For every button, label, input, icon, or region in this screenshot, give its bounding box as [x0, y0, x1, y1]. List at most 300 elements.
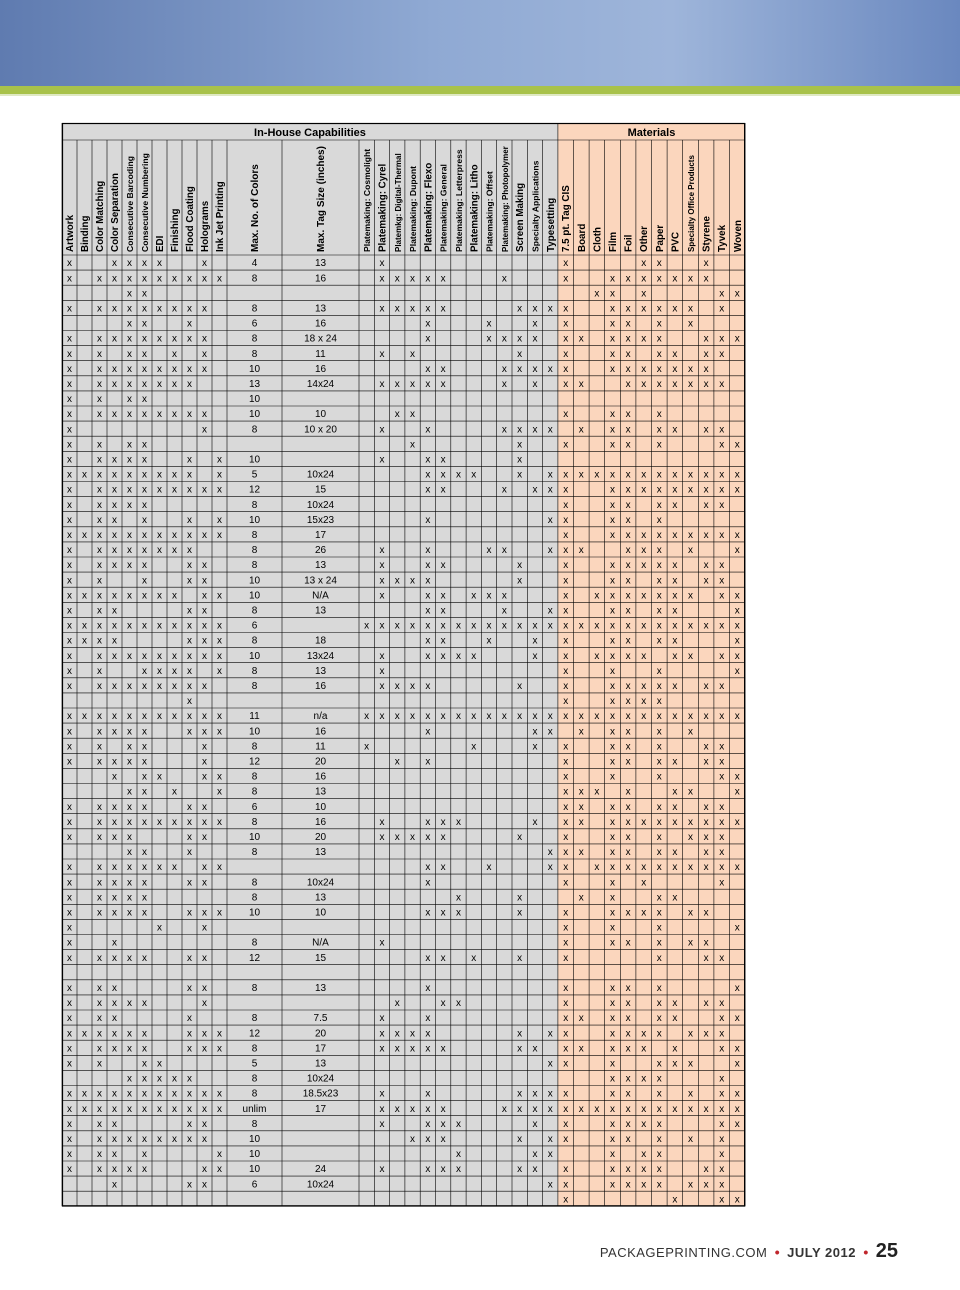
table-cell-mark: x: [625, 1103, 631, 1115]
table-cell-mark: x: [656, 409, 662, 421]
table-cell-mark: x: [688, 1058, 693, 1070]
table-cell-mark: x: [112, 363, 117, 375]
table-cell-mark: x: [563, 831, 569, 843]
table-cell-mark: x: [532, 620, 538, 632]
table-cell-mark: x: [82, 590, 87, 602]
table-cell-value: 8: [251, 635, 258, 647]
table-cell-mark: x: [440, 469, 446, 481]
table-cell-mark: x: [379, 454, 385, 466]
table-cell-mark: x: [379, 1118, 385, 1130]
table-cell-mark: x: [703, 741, 709, 753]
table-cell-mark: x: [486, 545, 492, 557]
table-cell-mark: x: [625, 348, 631, 360]
table-cell-mark: x: [672, 575, 678, 587]
table-cell-mark: x: [217, 1103, 222, 1115]
table-cell-mark: x: [610, 1133, 615, 1145]
table-cell-mark: x: [379, 1028, 385, 1040]
table-cell-mark: x: [112, 998, 117, 1010]
table-cell-mark: x: [379, 937, 385, 949]
table-cell-mark: x: [97, 952, 102, 964]
table-cell-mark: x: [471, 952, 477, 964]
table-cell-mark: x: [67, 756, 72, 768]
table-cell-mark: x: [703, 816, 709, 828]
table-cell-mark: x: [610, 680, 615, 692]
table-cell-mark: x: [157, 1103, 162, 1115]
table-cell-mark: x: [610, 1073, 615, 1085]
table-cell-mark: x: [217, 273, 222, 285]
column-header: Styrene: [701, 216, 713, 252]
table-cell-mark: x: [610, 877, 615, 889]
table-cell-mark: x: [187, 1073, 192, 1085]
table-cell-mark: x: [719, 484, 725, 496]
table-cell-mark: x: [517, 907, 523, 919]
table-cell-mark: x: [67, 560, 72, 572]
table-cell-mark: x: [425, 469, 431, 481]
table-cell-mark: x: [563, 545, 569, 557]
column-header: Tyvek: [717, 224, 729, 252]
table-cell-mark: x: [112, 484, 117, 496]
table-cell-mark: x: [127, 862, 132, 874]
table-cell-mark: x: [547, 484, 553, 496]
table-cell-value: 12: [248, 484, 261, 496]
table-cell-mark: x: [379, 348, 385, 360]
table-cell-mark: x: [187, 635, 192, 647]
table-cell-value: 8: [251, 529, 258, 541]
table-cell-mark: x: [127, 726, 132, 738]
table-cell-mark: x: [486, 590, 492, 602]
table-cell-mark: x: [97, 499, 102, 511]
table-cell-mark: x: [719, 741, 725, 753]
table-cell-mark: x: [67, 741, 72, 753]
column-header: Consecutive Numbering: [140, 153, 150, 252]
table-cell-mark: x: [688, 1179, 693, 1191]
table-cell-mark: x: [202, 258, 207, 270]
table-cell-mark: x: [172, 333, 177, 345]
table-cell-mark: x: [610, 288, 615, 300]
table-cell-mark: x: [97, 665, 102, 677]
table-cell-mark: x: [455, 711, 461, 723]
table-cell-mark: x: [187, 680, 192, 692]
table-cell-mark: x: [425, 318, 431, 330]
table-cell-mark: x: [425, 545, 431, 557]
table-cell-mark: x: [97, 1118, 102, 1130]
table-cell-mark: x: [532, 333, 538, 345]
table-cell-mark: x: [672, 1013, 678, 1025]
table-cell-mark: x: [112, 680, 117, 692]
table-cell-mark: x: [547, 726, 553, 738]
table-cell-mark: x: [672, 378, 678, 390]
table-cell-mark: x: [112, 620, 117, 632]
table-cell-mark: x: [688, 1133, 693, 1145]
table-cell-mark: x: [187, 514, 192, 526]
table-cell-mark: x: [187, 650, 192, 662]
table-cell-mark: x: [112, 258, 117, 270]
table-cell-mark: x: [703, 333, 709, 345]
table-cell-mark: x: [112, 1164, 117, 1176]
table-cell-mark: x: [517, 424, 523, 436]
table-cell-mark: x: [425, 273, 431, 285]
table-cell-mark: x: [656, 333, 662, 345]
table-cell-mark: x: [563, 1133, 569, 1145]
table-cell-mark: x: [610, 1043, 615, 1055]
table-cell-mark: x: [719, 1028, 725, 1040]
table-cell-mark: x: [112, 892, 117, 904]
table-cell-mark: x: [127, 484, 132, 496]
table-cell-mark: x: [379, 665, 385, 677]
column-header: Holograms: [200, 200, 211, 252]
table-cell-mark: x: [672, 862, 678, 874]
table-cell-mark: x: [610, 1028, 615, 1040]
table-cell-mark: x: [688, 303, 693, 315]
table-cell-mark: x: [688, 786, 693, 798]
table-cell-mark: x: [97, 333, 102, 345]
table-cell-mark: x: [157, 409, 162, 421]
table-cell-mark: x: [157, 363, 162, 375]
table-cell-mark: x: [734, 1103, 740, 1115]
table-cell-mark: x: [563, 937, 569, 949]
table-cell-mark: x: [672, 1103, 678, 1115]
table-cell-mark: x: [641, 711, 647, 723]
table-cell-mark: x: [625, 907, 631, 919]
table-cell-mark: x: [217, 529, 222, 541]
table-cell-mark: x: [187, 303, 192, 315]
table-cell-mark: x: [142, 514, 147, 526]
table-cell-mark: x: [656, 816, 662, 828]
table-cell-mark: x: [410, 1043, 416, 1055]
table-cell-mark: x: [656, 998, 662, 1010]
table-cell-mark: x: [142, 952, 147, 964]
table-cell-mark: x: [625, 711, 631, 723]
table-cell-mark: x: [127, 816, 132, 828]
table-cell-mark: x: [471, 590, 477, 602]
table-cell-mark: x: [688, 590, 693, 602]
table-cell-value: 16: [314, 273, 327, 285]
column-header: Platemaking: Cosmolight: [362, 148, 373, 252]
table-cell-mark: x: [563, 877, 569, 889]
table-cell-mark: x: [610, 273, 615, 285]
table-cell-mark: x: [67, 529, 72, 541]
table-cell-mark: x: [67, 394, 72, 406]
table-cell-mark: x: [578, 801, 584, 813]
table-cell-mark: x: [112, 1118, 117, 1130]
table-cell-mark: x: [719, 1088, 725, 1100]
table-cell-mark: x: [719, 650, 725, 662]
table-cell-mark: x: [112, 907, 117, 919]
table-cell-mark: x: [217, 1028, 222, 1040]
table-cell-mark: x: [625, 499, 631, 511]
table-cell-value: N/A: [312, 937, 329, 949]
table-cell-value: 18: [314, 635, 327, 647]
table-cell-mark: x: [172, 590, 177, 602]
table-cell-mark: x: [578, 816, 584, 828]
column-header: Platemaking: Photopolymer: [500, 146, 510, 252]
table-cell-value: 13: [314, 665, 327, 677]
table-cell-mark: x: [625, 620, 631, 632]
column-header: Foil: [623, 234, 635, 252]
table-cell-mark: x: [202, 877, 207, 889]
table-cell-mark: x: [610, 1179, 615, 1191]
column-header: Paper: [654, 224, 666, 252]
table-cell-mark: x: [112, 1103, 117, 1115]
table-cell-mark: x: [157, 711, 162, 723]
table-cell-mark: x: [703, 680, 709, 692]
table-cell-mark: x: [112, 801, 117, 813]
table-cell-mark: x: [610, 831, 615, 843]
table-cell-mark: x: [142, 816, 147, 828]
table-cell-mark: x: [425, 635, 431, 647]
table-cell-mark: x: [703, 711, 709, 723]
table-cell-value: 8: [251, 1043, 258, 1055]
table-cell-mark: x: [379, 650, 385, 662]
table-cell-mark: x: [172, 378, 177, 390]
table-cell-mark: x: [67, 620, 72, 632]
table-cell-value: 10: [248, 514, 261, 526]
table-cell-mark: x: [97, 1013, 102, 1025]
table-cell-mark: x: [112, 560, 117, 572]
table-cell-mark: x: [656, 831, 662, 843]
table-cell-mark: x: [67, 545, 72, 557]
table-cell-mark: x: [517, 560, 523, 572]
table-cell-mark: x: [364, 711, 370, 723]
table-cell-mark: x: [157, 529, 162, 541]
table-cell-mark: x: [532, 635, 538, 647]
table-cell-mark: x: [672, 892, 678, 904]
table-cell-mark: x: [425, 605, 431, 617]
table-cell-mark: x: [703, 952, 709, 964]
table-cell-mark: x: [594, 786, 600, 798]
table-cell-mark: x: [610, 892, 615, 904]
table-cell-mark: x: [127, 1133, 132, 1145]
table-cell-mark: x: [625, 575, 631, 587]
table-cell-mark: x: [440, 273, 446, 285]
table-cell-mark: x: [734, 620, 740, 632]
table-cell-mark: x: [656, 726, 662, 738]
table-cell-mark: x: [112, 605, 117, 617]
table-cell-mark: x: [594, 469, 600, 481]
column-header: Board: [576, 223, 588, 252]
table-cell-mark: x: [127, 831, 132, 843]
table-cell-mark: x: [610, 937, 615, 949]
table-cell-mark: x: [563, 1013, 569, 1025]
table-cell-mark: x: [471, 711, 477, 723]
table-cell-mark: x: [578, 620, 584, 632]
table-cell-mark: x: [379, 545, 385, 557]
table-cell-mark: x: [672, 363, 678, 375]
table-cell-mark: x: [127, 847, 132, 859]
table-cell-mark: x: [82, 620, 87, 632]
table-cell-mark: x: [703, 1103, 709, 1115]
table-cell-mark: x: [142, 620, 147, 632]
column-header: Screen Making: [515, 182, 527, 252]
table-cell-value: 6: [251, 801, 258, 813]
table-cell-mark: x: [127, 1073, 132, 1085]
table-cell-value: 10x24: [306, 1179, 335, 1191]
table-cell-mark: x: [703, 363, 709, 375]
table-cell-value: 10: [248, 363, 261, 375]
table-cell-value: 8: [251, 771, 258, 783]
table-cell-mark: x: [719, 998, 725, 1010]
table-cell-mark: x: [67, 439, 72, 451]
column-header: Woven: [732, 220, 744, 252]
table-cell-mark: x: [97, 394, 102, 406]
table-cell-mark: x: [394, 998, 400, 1010]
table-cell-value: 13: [314, 605, 327, 617]
table-cell-mark: x: [127, 801, 132, 813]
table-cell-mark: x: [719, 831, 725, 843]
table-cell-mark: x: [547, 469, 553, 481]
table-cell-mark: x: [455, 1164, 461, 1176]
table-cell-mark: x: [217, 907, 222, 919]
table-cell-mark: x: [127, 363, 132, 375]
table-cell-mark: x: [656, 1179, 662, 1191]
table-cell-mark: x: [641, 877, 647, 889]
table-cell-mark: x: [455, 998, 461, 1010]
table-cell-mark: x: [688, 1103, 693, 1115]
table-cell-mark: x: [641, 1028, 647, 1040]
table-cell-mark: x: [217, 1149, 222, 1161]
table-cell-mark: x: [610, 514, 615, 526]
column-header: Specialty Office Products: [687, 155, 696, 252]
table-cell-mark: x: [187, 318, 192, 330]
table-cell-mark: x: [440, 1164, 446, 1176]
table-cell-mark: x: [641, 288, 647, 300]
table-cell-mark: x: [440, 560, 446, 572]
table-cell-mark: x: [563, 529, 569, 541]
table-cell-value: 16: [314, 680, 327, 692]
table-cell-mark: x: [625, 847, 631, 859]
table-cell-mark: x: [610, 726, 615, 738]
table-cell-mark: x: [563, 333, 569, 345]
table-cell-mark: x: [625, 1088, 631, 1100]
table-cell-mark: x: [656, 590, 662, 602]
table-cell-value: 10: [248, 1133, 261, 1145]
table-cell-mark: x: [688, 907, 693, 919]
column-header: Ink Jet Printing: [215, 181, 226, 252]
table-cell-value: 14x24: [306, 378, 335, 390]
table-cell-mark: x: [625, 1073, 631, 1085]
table-cell-mark: x: [440, 1043, 446, 1055]
table-cell-mark: x: [157, 922, 162, 934]
table-cell-mark: x: [641, 529, 647, 541]
table-cell-mark: x: [719, 862, 725, 874]
table-cell-mark: x: [142, 786, 147, 798]
table-cell-mark: x: [142, 711, 147, 723]
table-cell-mark: x: [157, 303, 162, 315]
table-cell-mark: x: [703, 258, 709, 270]
table-cell-mark: x: [112, 982, 117, 994]
table-cell-mark: x: [501, 711, 507, 723]
table-cell-mark: x: [547, 605, 553, 617]
table-cell-mark: x: [563, 801, 569, 813]
table-cell-mark: x: [379, 1013, 385, 1025]
table-cell-value: 8: [251, 1118, 258, 1130]
table-cell-mark: x: [563, 303, 569, 315]
table-cell-mark: x: [67, 1028, 72, 1040]
table-cell-mark: x: [656, 1088, 662, 1100]
table-cell-value: 10: [248, 575, 261, 587]
table-cell-mark: x: [67, 348, 72, 360]
table-cell-mark: x: [688, 831, 693, 843]
table-cell-mark: x: [578, 726, 584, 738]
table-cell-value: 13: [314, 892, 327, 904]
table-cell-mark: x: [501, 605, 507, 617]
table-cell-mark: x: [594, 711, 600, 723]
table-cell-mark: x: [187, 696, 192, 708]
table-cell-mark: x: [82, 635, 87, 647]
column-header: Max. No. of Colors: [250, 164, 261, 252]
table-cell-mark: x: [217, 786, 222, 798]
table-cell-mark: x: [202, 484, 207, 496]
table-cell-mark: x: [127, 303, 132, 315]
table-cell-mark: x: [547, 1028, 553, 1040]
table-cell-value: 13: [314, 786, 327, 798]
table-cell-mark: x: [97, 514, 102, 526]
table-cell-mark: x: [67, 424, 72, 436]
table-cell-mark: x: [563, 514, 569, 526]
table-cell-mark: x: [517, 348, 523, 360]
table-cell-mark: x: [379, 378, 385, 390]
table-cell-mark: x: [142, 378, 147, 390]
table-cell-mark: x: [127, 1103, 132, 1115]
table-cell-mark: x: [425, 454, 431, 466]
table-cell-mark: x: [187, 575, 192, 587]
table-cell-mark: x: [734, 469, 740, 481]
table-cell-mark: x: [734, 529, 740, 541]
column-header: Platemaking: Dupont: [408, 166, 419, 252]
table-cell-mark: x: [594, 288, 600, 300]
table-cell-mark: x: [440, 620, 446, 632]
table-cell-value: 6: [251, 620, 258, 632]
table-cell-mark: x: [672, 1194, 678, 1206]
table-cell-mark: x: [532, 1043, 538, 1055]
table-cell-mark: x: [202, 650, 207, 662]
table-cell-mark: x: [625, 635, 631, 647]
table-cell-mark: x: [112, 1043, 117, 1055]
table-cell-mark: x: [610, 499, 615, 511]
table-cell-mark: x: [172, 620, 177, 632]
table-cell-mark: x: [187, 1028, 192, 1040]
table-cell-mark: x: [672, 680, 678, 692]
table-cell-mark: x: [625, 303, 631, 315]
table-cell-mark: x: [202, 726, 207, 738]
table-cell-mark: x: [187, 726, 192, 738]
table-cell-mark: x: [187, 560, 192, 572]
table-cell-mark: x: [112, 1028, 117, 1040]
table-cell-mark: x: [578, 333, 584, 345]
table-cell-mark: x: [187, 877, 192, 889]
table-cell-mark: x: [641, 258, 647, 270]
table-cell-mark: x: [67, 650, 72, 662]
table-cell-mark: x: [202, 1133, 207, 1145]
table-cell-mark: x: [172, 529, 177, 541]
table-cell-mark: x: [517, 333, 523, 345]
column-header: Platemaking: Litho: [469, 164, 481, 252]
table-cell-mark: x: [719, 439, 725, 451]
table-cell-mark: x: [563, 816, 569, 828]
table-cell-mark: x: [641, 378, 647, 390]
table-cell-mark: x: [127, 258, 132, 270]
table-cell-value: 6: [251, 1179, 258, 1191]
table-cell-mark: x: [703, 756, 709, 768]
table-cell-mark: x: [578, 711, 584, 723]
table-cell-mark: x: [112, 499, 117, 511]
table-cell-mark: x: [112, 333, 117, 345]
table-cell-value: 10: [248, 907, 261, 919]
table-cell-mark: x: [127, 348, 132, 360]
table-cell-mark: x: [410, 273, 416, 285]
table-cell-mark: x: [157, 1073, 162, 1085]
table-cell-value: 8: [251, 665, 258, 677]
